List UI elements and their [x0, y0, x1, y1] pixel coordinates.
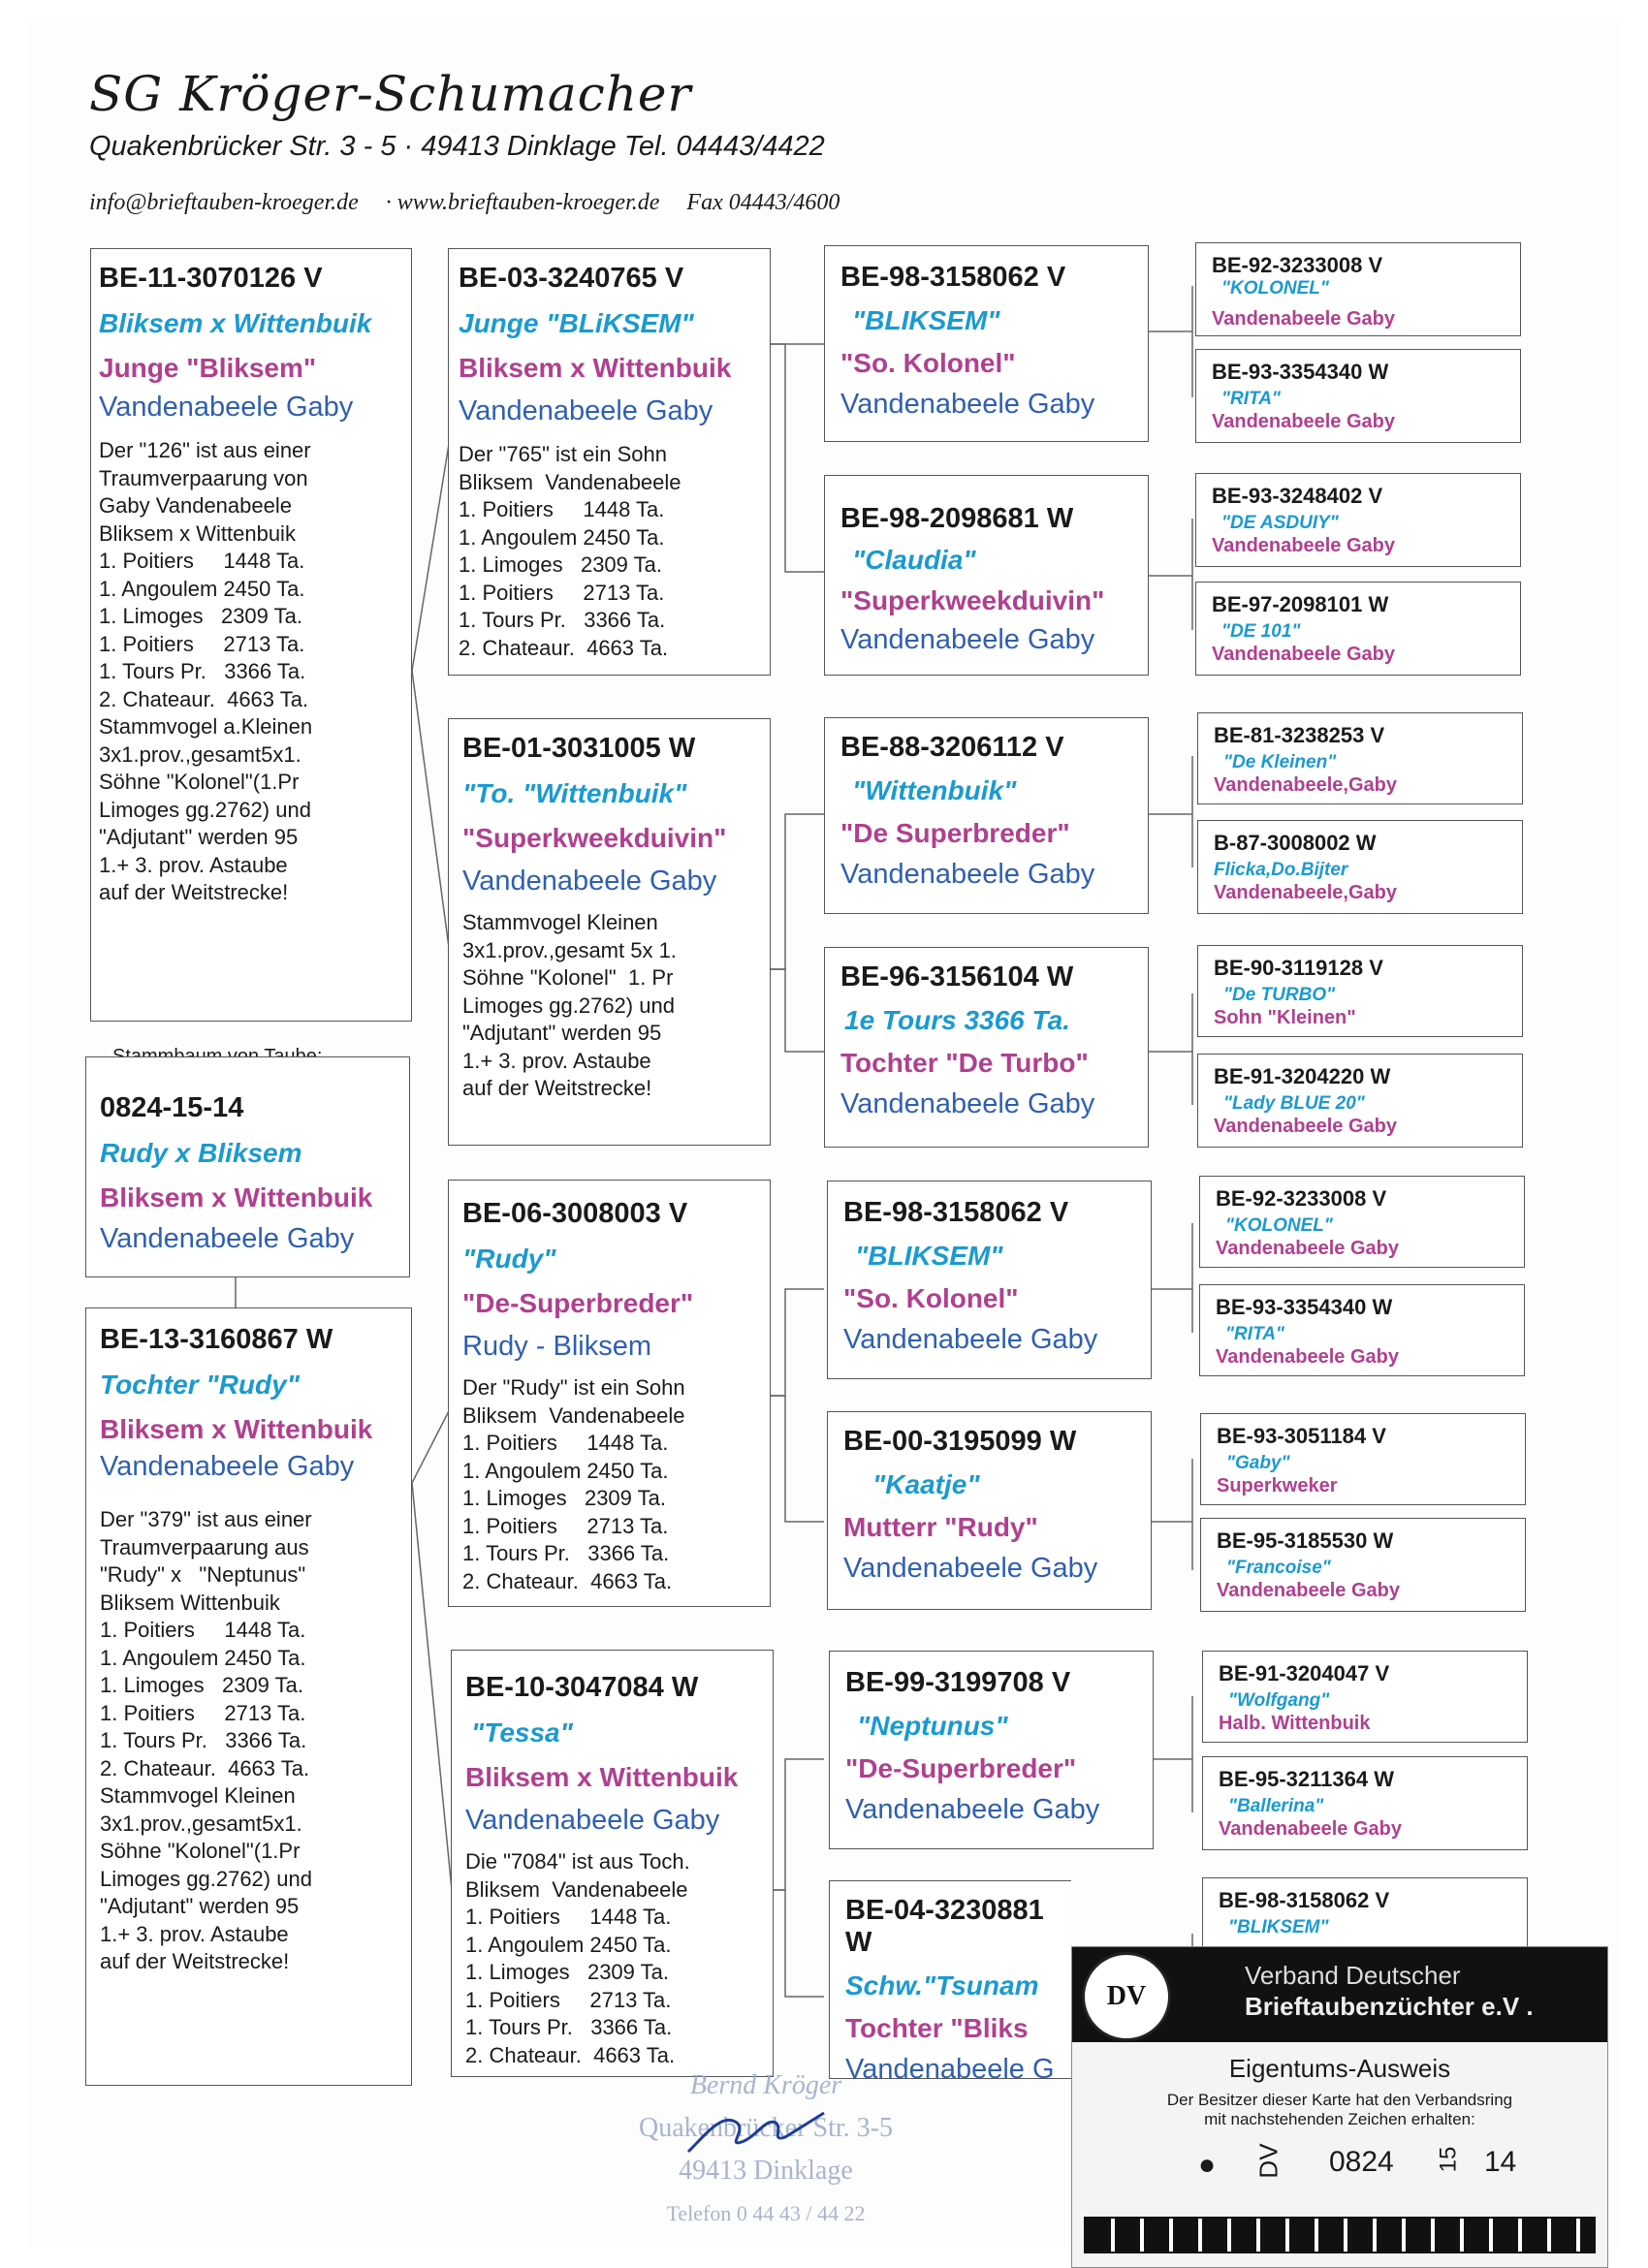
grandparent-line1: "To. "Wittenbuik": [462, 778, 687, 808]
ancestor-small-card: [1199, 1176, 1525, 1268]
breeder-name: SG Kröger-Schumacher: [89, 66, 692, 122]
small-ring: BE-95-3185530 W: [1217, 1528, 1394, 1553]
grandparent-ring: BE-06-3008003 V: [462, 1198, 688, 1229]
subject-line1: Rudy x Bliksem: [100, 1138, 302, 1168]
small-ring: BE-93-3248402 V: [1212, 484, 1383, 508]
ancestor-line2: "Superkweekduivin": [840, 585, 1105, 615]
ancestor-ring: BE-96-3156104 W: [840, 961, 1074, 992]
small-ring: BE-93-3354340 W: [1212, 360, 1389, 384]
small-line2: Vandenabeele Gaby: [1216, 1346, 1399, 1368]
grandparent-line2: "De-Superbreder": [462, 1288, 694, 1318]
card-org-line2: Brieftaubenzüchter e.V .: [1245, 1992, 1534, 2021]
ancestor-line3: Vandenabeele Gaby: [843, 1324, 1098, 1355]
small-line2: Sohn "Kleinen": [1214, 1007, 1356, 1028]
small-line2: Vandenabeele Gaby: [1216, 1238, 1399, 1259]
ancestor-small-card: [1200, 1413, 1526, 1505]
small-ring: BE-91-3204220 W: [1214, 1064, 1391, 1088]
great-grandparent-card: [829, 1651, 1154, 1849]
card-pattern-band: [1084, 2217, 1596, 2253]
mother-card: [85, 1307, 412, 2086]
small-line1: "DE ASDUIY": [1221, 513, 1339, 533]
ownership-card: [1071, 1946, 1608, 2268]
card-ring-number: 14: [1484, 2146, 1517, 2178]
ancestor-line3: Vandenabeele Gaby: [845, 1794, 1100, 1825]
small-line2: Vandenabeele,Gaby: [1214, 882, 1397, 903]
great-grandparent-card: [824, 245, 1149, 442]
grandparent-notes: Der "765" ist ein Sohn Bliksem Vandenabeele 1. Poitiers 1448 Ta. 1. Angoulem 2450 Ta. 1. Limoges 2309 Ta. 1. Poitiers 2713 Ta. 1. Tours Pr. 3366 Ta. 2. Chateaur. 4663 Ta.: [459, 442, 681, 660]
ancestor-ring: BE-99-3199708 V: [845, 1667, 1071, 1698]
card-dv: DV: [1253, 2143, 1284, 2179]
ancestor-line2: "De Superbreder": [840, 818, 1070, 848]
ancestor-line1: "Neptunus": [857, 1711, 1008, 1741]
ancestor-ring: BE-88-3206112 V: [840, 732, 1064, 763]
subject-line3: Vandenabeele Gaby: [100, 1223, 355, 1254]
mother-line3: Vandenabeele Gaby: [100, 1451, 355, 1482]
grandparent-line1: Junge "BLiKSEM": [459, 308, 694, 338]
small-ring: BE-92-3233008 V: [1212, 253, 1383, 277]
grandparent-line1: "Rudy": [462, 1244, 556, 1274]
small-line2: Vandenabeele Gaby: [1214, 1116, 1397, 1137]
small-ring: BE-91-3204047 V: [1219, 1661, 1390, 1685]
small-line1: "De Kleinen": [1223, 752, 1337, 772]
small-line1: "RITA": [1225, 1324, 1284, 1344]
card-number: 0824: [1329, 2146, 1394, 2178]
ancestor-line2: "De-Superbreder": [845, 1753, 1077, 1783]
pigeon-icon: ●: [1198, 2149, 1217, 2181]
grandparent-line3: Vandenabeele Gaby: [459, 395, 713, 426]
grandparent-card: [448, 248, 771, 676]
card-sub-line2: mit nachstehenden Zeichen erhalten:: [1204, 2110, 1475, 2128]
ancestor-line3: Vandenabeele Gaby: [840, 859, 1095, 890]
grandparent-notes: Die "7084" ist aus Toch. Bliksem Vandenabeele 1. Poitiers 1448 Ta. 1. Angoulem 2450 Ta. 1. Limoges 2309 Ta. 1. Poitiers 2713 Ta. 1. Tours Pr. 3366 Ta. 2. Chateaur. 4663 Ta.: [465, 1849, 690, 2067]
ancestor-line3: Vandenabeele Gaby: [840, 1088, 1095, 1119]
small-line2: Vandenabeele Gaby: [1212, 535, 1395, 556]
great-grandparent-card: [827, 1181, 1152, 1379]
great-grandparent-card: [824, 717, 1149, 914]
small-ring: BE-93-3354340 W: [1216, 1295, 1393, 1319]
ancestor-small-card: [1195, 242, 1521, 336]
grandparent-line2: Bliksem x Wittenbuik: [465, 1762, 739, 1792]
small-line1: "DE 101": [1221, 621, 1301, 642]
small-line1: "Wolfgang": [1228, 1690, 1330, 1711]
mother-line2: Bliksem x Wittenbuik: [100, 1414, 373, 1444]
grandparent-ring: BE-03-3240765 V: [459, 263, 684, 294]
ancestor-small-card: [1195, 349, 1521, 443]
small-line2: Vandenabeele Gaby: [1219, 1818, 1402, 1840]
small-line1: "RITA": [1221, 389, 1281, 409]
ancestor-small-card: [1200, 1518, 1526, 1612]
small-line1: "BLIKSEM": [1228, 1917, 1329, 1937]
email-link[interactable]: info@brieftauben-kroeger.de: [89, 190, 359, 215]
small-line2: Halb. Wittenbuik: [1219, 1713, 1371, 1734]
ancestor-ring: BE-98-3158062 V: [840, 262, 1066, 293]
ancestor-small-card: [1197, 712, 1523, 804]
small-line2: Vandenabeele Gaby: [1212, 644, 1395, 665]
ancestor-ring: BE-00-3195099 W: [843, 1426, 1077, 1457]
mother-line1: Tochter "Rudy": [100, 1370, 300, 1400]
grandparent-line3: Rudy - Bliksem: [462, 1331, 651, 1362]
grandparent-notes: Der "Rudy" ist ein Sohn Bliksem Vandenabeele 1. Poitiers 1448 Ta. 1. Angoulem 2450 Ta. 1. Limoges 2309 Ta. 1. Poitiers 2713 Ta. 1. Tours Pr. 3366 Ta. 2. Chateaur. 4663 Ta.: [462, 1375, 685, 1593]
subject-line2: Bliksem x Wittenbuik: [100, 1182, 373, 1213]
ancestor-ring: BE-98-2098681 W: [840, 503, 1074, 534]
grandparent-card: [448, 1180, 771, 1607]
ancestor-small-card: [1195, 582, 1521, 676]
ancestor-line1: 1e Tours 3366 Ta.: [844, 1005, 1070, 1035]
small-ring: BE-97-2098101 W: [1212, 592, 1389, 616]
small-ring: BE-90-3119128 V: [1214, 956, 1383, 980]
ancestor-line1: "Claudia": [852, 545, 976, 575]
grandparent-line3: Vandenabeele Gaby: [465, 1805, 720, 1836]
small-line1: "Francoise": [1226, 1558, 1331, 1578]
small-line2: Superkweker: [1217, 1475, 1338, 1496]
stamp-line2: Quakenbrücker Str. 3-5: [638, 2113, 894, 2143]
small-ring: B-87-3008002 W: [1214, 831, 1377, 855]
ancestor-line3: Vandenabeele Gaby: [840, 624, 1095, 655]
small-line2: Vandenabeele Gaby: [1212, 308, 1395, 330]
card-subtitle: [1072, 2091, 1607, 2129]
card-year: 15: [1435, 2146, 1462, 2173]
father-card: [90, 248, 412, 1022]
grandparent-notes: Stammvogel Kleinen 3x1.prov.,gesamt 5x 1. Söhne "Kolonel" 1. Pr Limoges gg.2762) und "Adjutant" werden 95 1.+ 3. prov. Astaube auf der Weitstrecke!: [462, 910, 677, 1100]
card-sub-line1: Der Besitzer dieser Karte hat den Verbandsring: [1166, 2091, 1513, 2109]
small-line1: "Lady BLUE 20": [1223, 1093, 1365, 1114]
grandparent-card: [448, 718, 771, 1146]
great-grandparent-card: [829, 1880, 1071, 2079]
grandparent-line1: "Tessa": [471, 1717, 573, 1748]
ancestor-ring: BE-98-3158062 V: [843, 1197, 1069, 1228]
ancestor-small-card: [1197, 1054, 1523, 1148]
small-ring: BE-98-3158062 V: [1219, 1888, 1390, 1912]
ancestor-small-card: [1197, 820, 1523, 914]
small-line1: "Ballerina": [1228, 1796, 1324, 1816]
ancestor-line3: Vandenabeele G: [845, 2054, 1055, 2079]
stamp-line3: 49413 Dinklage: [679, 2156, 853, 2186]
small-line1: "De TURBO": [1223, 985, 1336, 1005]
grandparent-line3: Vandenabeele Gaby: [462, 866, 717, 897]
grandparent-ring: BE-01-3031005 W: [462, 733, 696, 764]
card-title: Eigentums-Ausweis: [1228, 2054, 1451, 2083]
ancestor-line1: "Wittenbuik": [852, 775, 1017, 805]
ancestor-line1: Schw."Tsunam: [845, 1970, 1039, 2000]
ancestor-small-card: [1195, 473, 1521, 567]
small-ring: BE-95-3211364 W: [1219, 1767, 1394, 1791]
father-line3: Vandenabeele Gaby: [99, 392, 354, 423]
father-line2: Junge "Bliksem": [99, 353, 317, 383]
great-grandparent-card: [824, 947, 1149, 1148]
association-logo-icon: DV: [1082, 1952, 1171, 2041]
father-notes: Der "126" ist aus einer Traumverpaarung von Gaby Vandenabeele Bliksem x Wittenbuik 1. Poitiers 1448 Ta. 1. Angoulem 2450 Ta. 1. Limoges 2309 Ta. 1. Poitiers 2713 Ta. 1. Tours Pr. 3366 Ta. 2. Chateaur. 4663 Ta. Stammvogel a.Kleinen 3x1.prov.,gesamt5x1. Söhne "Kolonel"(1.Pr Limoges gg.2762) und "Adjutant" werden 95 1.+ 3. prov. Astaube auf der Weitstrecke!: [99, 438, 313, 904]
stamp-line1: Bernd Kröger: [689, 2070, 842, 2100]
ancestor-line2: Mutterr "Rudy": [843, 1512, 1038, 1542]
ancestor-line1: "BLIKSEM": [855, 1241, 1003, 1271]
ancestor-line3: Vandenabeele Gaby: [840, 389, 1095, 420]
ancestor-ring: BE-04-3230881 W: [845, 1895, 1044, 1958]
card-header: [1072, 1947, 1607, 2042]
signature: [679, 2094, 834, 2171]
great-grandparent-card: [824, 475, 1149, 676]
small-line2: Vandenabeele Gaby: [1212, 411, 1395, 432]
grandparent-ring: BE-10-3047084 W: [465, 1672, 699, 1703]
subject-ring: 0824-15-14: [100, 1092, 244, 1123]
grandparent-line2: "Superkweekduivin": [462, 823, 727, 853]
small-ring: BE-81-3238253 V: [1214, 723, 1385, 747]
website-link[interactable]: · www.brieftauben-kroeger.de: [385, 190, 660, 215]
grandparent-line2: Bliksem x Wittenbuik: [459, 353, 732, 383]
ancestor-small-card: [1197, 945, 1523, 1037]
card-org-line1: Verband Deutscher: [1245, 1961, 1461, 1990]
small-line2: Vandenabeele Gaby: [1217, 1580, 1400, 1601]
ancestor-line3: Vandenabeele Gaby: [843, 1553, 1098, 1584]
breeder-address: Quakenbrücker Str. 3 - 5 · 49413 Dinklage Tel. 04443/4422: [89, 131, 825, 162]
stamp-line4: Telefon 0 44 43 / 44 22: [666, 2201, 866, 2225]
ancestor-line1: "BLIKSEM": [852, 305, 1000, 335]
small-line1: "Gaby": [1226, 1453, 1290, 1473]
small-line1: "KOLONEL": [1221, 278, 1329, 299]
ancestor-small-card: [1199, 1284, 1525, 1376]
great-grandparent-card: [827, 1411, 1152, 1610]
grandparent-card: [451, 1650, 774, 2077]
father-line1: Bliksem x Wittenbuik: [99, 308, 372, 338]
ancestor-line2: Tochter "Bliks: [845, 2013, 1029, 2043]
ancestor-small-card: [1202, 1877, 1528, 1955]
ancestor-small-card: [1202, 1756, 1528, 1850]
ancestor-line2: "So. Kolonel": [843, 1283, 1019, 1313]
mother-ring: BE-13-3160867 W: [100, 1324, 333, 1355]
ancestor-line2: "So. Kolonel": [840, 348, 1016, 378]
small-line2: Vandenabeele,Gaby: [1214, 774, 1397, 796]
father-ring: BE-11-3070126 V: [99, 263, 323, 294]
fax-number: Fax 04443/4600: [686, 190, 840, 215]
ancestor-small-card: [1202, 1651, 1528, 1743]
small-ring: BE-93-3051184 V: [1217, 1424, 1386, 1448]
small-line1: Flicka,Do.Bijter: [1214, 860, 1348, 880]
small-ring: BE-92-3233008 V: [1216, 1186, 1387, 1211]
small-line1: "KOLONEL": [1225, 1215, 1333, 1236]
subject-card: [85, 1056, 410, 1277]
mother-notes: Der "379" ist aus einer Traumverpaarung aus "Rudy" x "Neptunus" Bliksem Wittenbuik 1. Poitiers 1448 Ta. 1. Angoulem 2450 Ta. 1. Limoges 2309 Ta. 1. Poitiers 2713 Ta. 1. Tours Pr. 3366 Ta. 2. Chateaur. 4663 Ta. Stammvogel Kleinen 3x1.prov.,gesamt5x1. Söhne "Kolonel"(1.Pr Limoges gg.2762) und "Adjutant" werden 95 1.+ 3. prov. Astaube auf der Weitstrecke!: [100, 1507, 312, 1973]
ancestor-line1: "Kaatje": [872, 1469, 980, 1499]
ancestor-line2: Tochter "De Turbo": [840, 1048, 1089, 1078]
